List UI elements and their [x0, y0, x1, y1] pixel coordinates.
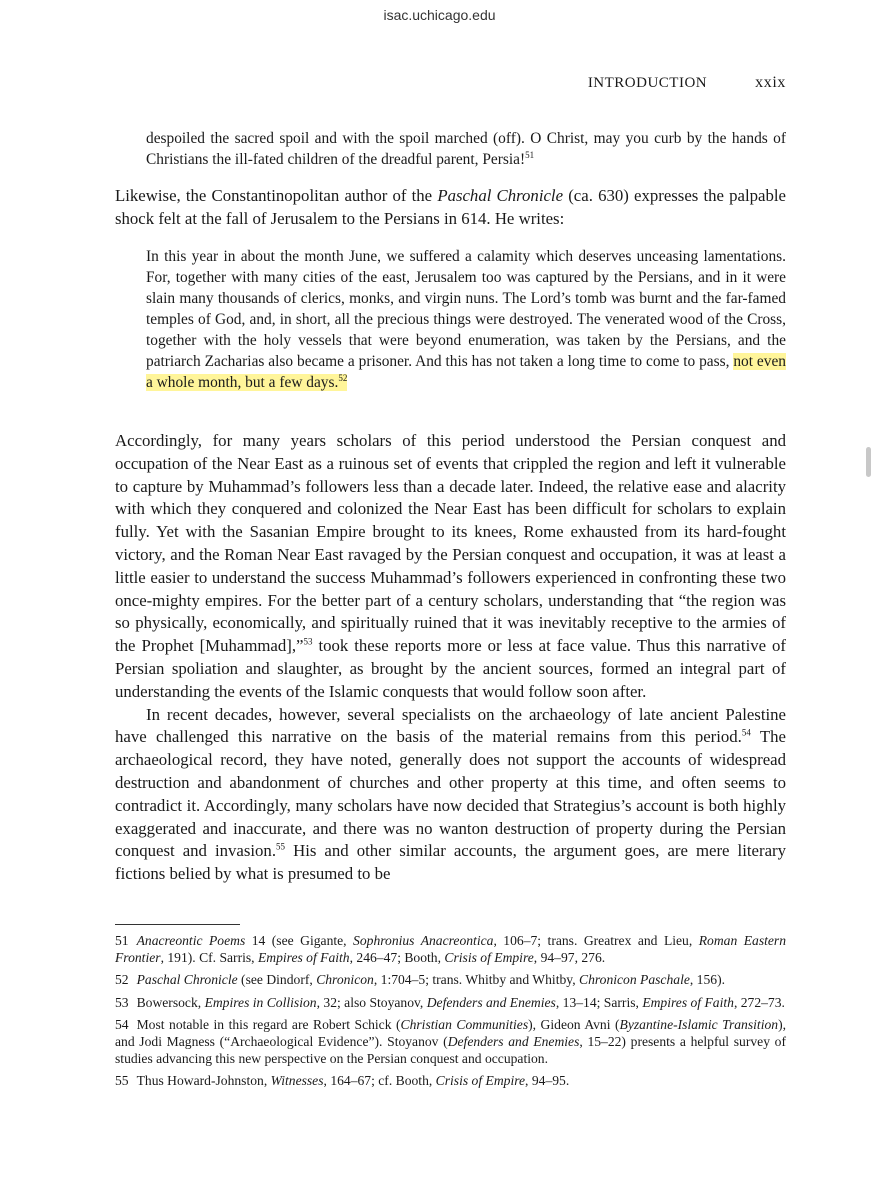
footnote-run: Bowersock,: [136, 994, 205, 1010]
footnote-text: [115, 933, 786, 965]
footnote-title: Christian Communities: [400, 1016, 529, 1032]
footnote-run: , 15–22) presents a helpful survey of studies advancing this new perspective on the Persian conquest and occupation.: [115, 1034, 787, 1067]
quote2-text: In this year in about the month June, we suffered a calamity which deserves unceasing lamentations. For, together with many cities of the east, Jerusalem too was captured by the Persians, and in it were slain many thousands of clerics, monks, and virgin nuns. The Lord’s tomb was burnt and the far-famed temples of God, and, in short, all the precious things were destroyed. The venerated wood of the Cross, together with the holy vessels that were beyond enumeration, was taken by the Persians, and the patriarch Zacharias also became a prisoner. And this has not taken a long time to come to pass,: [146, 248, 786, 370]
para3-text1: In recent decades, however, several specialists on the archaeology of late ancient Palestine have challenged this narrative on the basis of the material remains from this period.: [115, 704, 786, 747]
footnote-ref-54[interactable]: 54: [741, 727, 751, 738]
footnote-run: , 191). Cf. Sarris,: [160, 950, 258, 966]
footnote-title: Anacreontic Poems: [136, 933, 246, 948]
footnote-run: , 246–47; Booth,: [349, 950, 445, 966]
block-quote-1: [115, 128, 786, 170]
footnote-title: Chronicon: [316, 972, 374, 988]
footnote-text: [137, 1073, 570, 1088]
footnote-number: 51: [115, 933, 129, 948]
quote1-text: despoiled the sacred spoil and with the spoil marched (off). O Christ, may you curb by the hands of Christians the ill-fated children of the dreadful parent, Persia!: [146, 130, 786, 168]
paragraph-2: [115, 430, 786, 886]
page-number: xxix: [755, 74, 786, 91]
footnote-text: [137, 995, 785, 1010]
footnote-run: Thus Howard-Johnston,: [136, 1073, 271, 1089]
footnotes: [115, 932, 786, 1095]
para1-before: Likewise, the Constantinopolitan author of the: [115, 186, 438, 205]
footnote-51: [115, 932, 786, 966]
footnote-run: , 272–73.: [733, 994, 785, 1010]
footnote-run: , 156).: [689, 972, 725, 988]
paragraph-3: [115, 704, 786, 886]
footnote-ref-53[interactable]: 53: [303, 636, 313, 647]
running-head: [115, 74, 786, 92]
footnote-run: 14 (see Gigante,: [245, 933, 354, 948]
para2-text2: took these reports more or less at face value. Thus this narrative of Persian spoliation and slaughter, as brought by the ancient sources, formed an integral part of understanding the events of the Islamic conquests that would follow soon after.: [115, 636, 786, 701]
footnote-53: [115, 994, 786, 1011]
footnote-run: , 94–97, 276.: [533, 950, 606, 966]
footnote-title: Defenders and Enemies: [447, 1034, 580, 1050]
running-head-title: INTRODUCTION: [587, 75, 708, 91]
footnote-title: Paschal Chronicle: [136, 972, 238, 988]
footnote-ref-51[interactable]: 51: [525, 149, 535, 160]
footnote-run: , 164–67; cf. Booth,: [323, 1073, 436, 1089]
footnote-title: Empires of Faith: [257, 950, 350, 966]
scrollbar-thumb[interactable]: [866, 447, 871, 477]
footnote-run: , 1:704–5; trans. Whitby and Whitby,: [373, 972, 579, 988]
footnote-run: ), Gideon Avni (: [528, 1016, 620, 1032]
paragraph-1: [115, 185, 786, 231]
footnote-number: 52: [115, 972, 129, 988]
footnote-text: [137, 972, 725, 987]
footnote-title: Chronicon Paschale: [579, 972, 690, 988]
footnote-52: [115, 971, 786, 988]
footnote-run: ), and Jodi Magness (“Archaeological Evidence”). Stoyanov (: [115, 1016, 787, 1050]
footnote-title: Crisis of Empire: [444, 950, 534, 966]
footnote-55: [115, 1072, 786, 1089]
footnote-54: [115, 1016, 786, 1068]
footnote-rule: [115, 924, 240, 925]
footnote-run: (see Dindorf,: [237, 972, 317, 988]
quote2-highlight: not even a whole month, but a few days.: [146, 353, 786, 391]
footnote-title: Byzantine-Islamic Transition: [619, 1016, 779, 1032]
para1-after: (ca. 630) expresses the palpable shock felt at the fall of Jerusalem to the Persians in 614. He writes:: [115, 186, 786, 228]
footnote-title: Empires in Collision: [204, 994, 317, 1010]
footnote-ref-52[interactable]: 52: [338, 372, 348, 383]
block-quote-2: [115, 246, 786, 393]
footnote-number: 55: [115, 1073, 129, 1089]
para3-text3: His and other similar accounts, the argument goes, are mere literary fictions belied by what is presumed to be: [115, 841, 786, 884]
footnote-title: Sophronius Anacreontica: [353, 933, 494, 948]
para3-text2: The archaeological record, they have noted, generally does not support the accounts of widespread destruction and abandonment of churches and other property at this time, and often seems to contradict it. Accordingly, many scholars have now decided that Strategius’s account is both highly exaggerated and inaccurate, and there was no wanton destruction of property during the Persian conquest and invasion.: [115, 727, 787, 861]
para2-text1: Accordingly, for many years scholars of this period understood the Persian conquest and occupation of the Near East as a ruinous set of events that crippled the region and left it vulnerable to capture by Muhammad’s followers less than a decade later. Indeed, the relative ease and alacrity with which they conquered and colonized the Near East has been difficult for scholars to explain fully. Yet with the Sasanian Empire brought to its knees, Rome exhausted from its hard-fought victory, and the Roman Near East ravaged by the Persian conquest and occupation, it was at least a little easier to understand the success Muhammad’s followers experienced in confronting these two once-mighty empires. For the better part of a century scholars, understanding that “the region was so physically, economically, and spiritually ruined that it was inevitably receptive to the armies of the Prophet [Muhammad],”: [115, 431, 786, 656]
para1-title: Paschal Chronicle: [437, 186, 564, 205]
footnote-number: 54: [115, 1016, 129, 1032]
footnote-title: Witnesses: [270, 1073, 324, 1089]
footnote-run: Most notable in this regard are Robert Schick (: [136, 1016, 401, 1032]
footnote-title: Crisis of Empire: [435, 1073, 526, 1089]
footnote-text: [115, 1017, 786, 1066]
footnote-number: 53: [115, 994, 129, 1010]
footnote-run: , 13–14; Sarris,: [555, 994, 643, 1010]
footnote-title: Defenders and Enemies: [426, 994, 556, 1010]
footnote-title: Roman Eastern Frontier: [115, 933, 787, 966]
footnote-run: , 106–7; trans. Greatrex and Lieu,: [493, 933, 699, 948]
footnote-run: , 32; also Stoyanov,: [316, 994, 427, 1010]
footnote-run: , 94–95.: [525, 1073, 570, 1089]
footnote-ref-55[interactable]: 55: [276, 841, 286, 852]
browser-url[interactable]: isac.uchicago.edu: [383, 7, 496, 23]
footnote-title: Empires of Faith: [642, 994, 734, 1010]
